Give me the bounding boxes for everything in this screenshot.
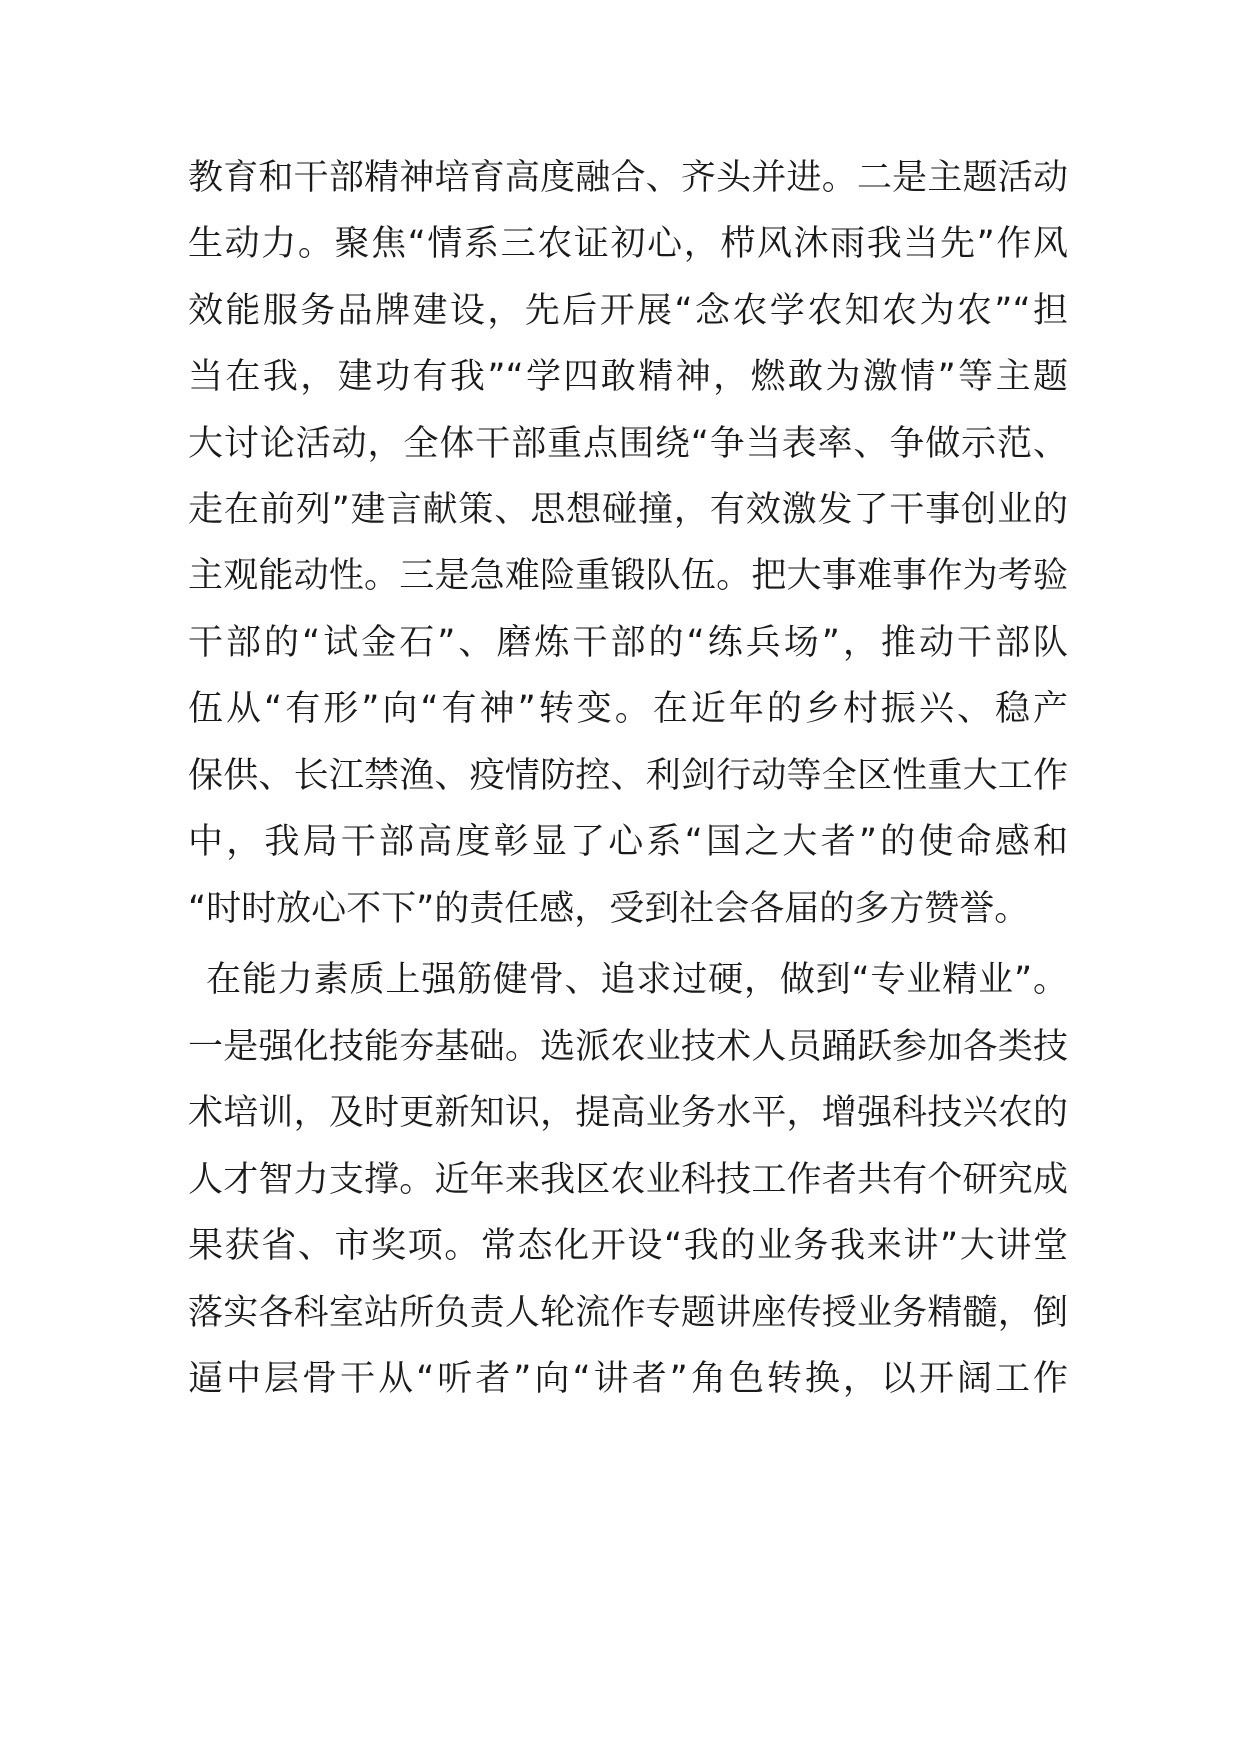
text-line: 大讨论活动，全体干部重点围绕“争当表率、争做示范、 [188,424,1068,464]
text-line: 逼中层骨干从“听者”向“讲者”角色转换，以开阔工作 [188,1359,1068,1399]
text-line: “时时放心不下”的责任感，受到社会各届的多方赞誉。 [188,889,1030,929]
text-line: 主观能动性。三是急难险重锻队伍。把大事难事作为考验 [188,556,1068,596]
paragraph-first-line: 在能力素质上强筋健骨、追求过硬，做到“专业精业”。 [206,960,1068,1000]
text-line: 伍从“有形”向“有神”转变。在近年的乡村振兴、稳产 [188,689,1068,729]
text-line: 落实各科室站所负责人轮流作专题讲座传授业务精髓，倒 [188,1293,1068,1333]
text-line: 术培训，及时更新知识，提高业务水平，增强科技兴农的 [188,1093,1068,1133]
text-line: 效能服务品牌建设，先后开展“念农学农知农为农”“担 [188,291,1068,331]
text-line: 生动力。聚焦“情系三农证初心，栉风沐雨我当先”作风 [188,224,1068,264]
text-line: 一是强化技能夯基础。选派农业技术人员踊跃参加各类技 [188,1027,1068,1067]
text-line: 教育和干部精神培育高度融合、齐头并进。二是主题活动 [188,158,1068,198]
text-line: 保供、长江禁渔、疫情防控、利剑行动等全区性重大工作 [188,756,1068,796]
text-line: 人才智力支撑。近年来我区农业科技工作者共有个研究成 [188,1160,1068,1200]
text-line: 当在我，建功有我”“学四敢精神，燃敢为激情”等主题 [188,357,1068,397]
text-line: 中，我局干部高度彰显了心系“国之大者”的使命感和 [188,822,1068,862]
text-line: 走在前列”建言献策、思想碰撞，有效激发了干事创业的 [188,490,1068,530]
text-line: 干部的“试金石”、磨炼干部的“练兵场”，推动干部队 [188,623,1068,663]
text-line: 果获省、市奖项。常态化开设“我的业务我来讲”大讲堂 [188,1226,1068,1266]
